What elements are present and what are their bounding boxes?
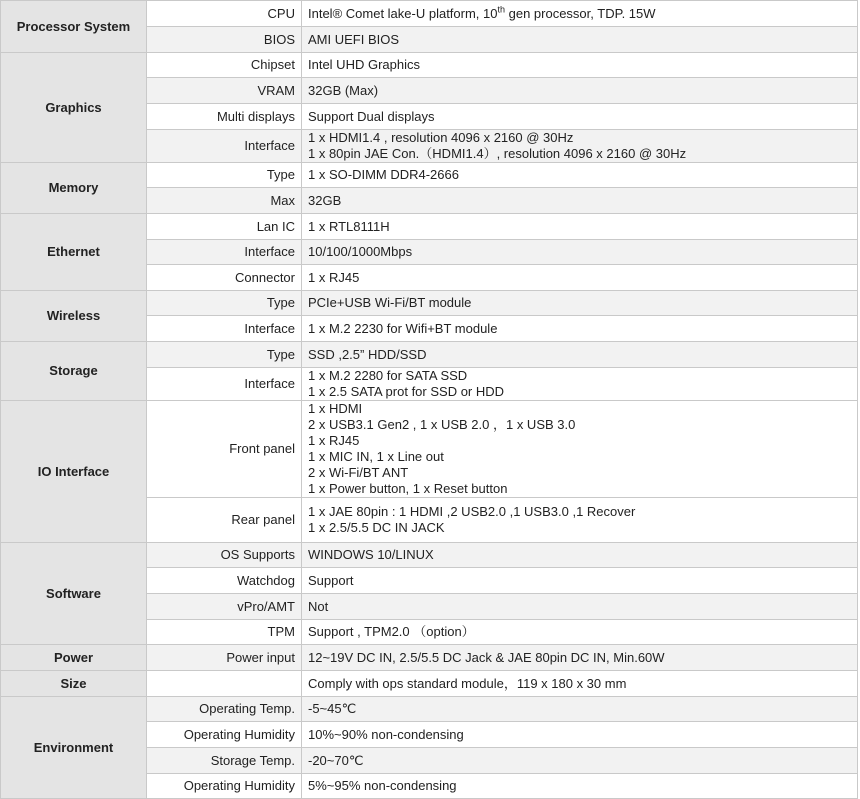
spec-label: BIOS bbox=[147, 27, 302, 53]
category-memory: Memory bbox=[1, 163, 147, 214]
spec-value: Support Dual displays bbox=[302, 104, 858, 130]
spec-label: Max bbox=[147, 188, 302, 214]
category-storage: Storage bbox=[1, 342, 147, 401]
table-row bbox=[1, 645, 858, 671]
spec-label bbox=[147, 671, 302, 697]
spec-value: Not bbox=[302, 594, 858, 620]
table-row bbox=[1, 342, 858, 368]
category-software: Software bbox=[1, 543, 147, 645]
table-row bbox=[1, 163, 858, 188]
spec-label: VRAM bbox=[147, 78, 302, 104]
value-line: 1 x 2.5/5.5 DC IN JACK bbox=[308, 520, 445, 535]
spec-value bbox=[302, 1, 858, 27]
spec-value: Support , TPM2.0 （option） bbox=[302, 620, 858, 645]
spec-value: SSD ,2.5” HDD/SSD bbox=[302, 342, 858, 368]
table-row bbox=[1, 543, 858, 568]
spec-value bbox=[302, 130, 858, 163]
spec-label: Storage Temp. bbox=[147, 748, 302, 774]
spec-label: Connector bbox=[147, 265, 302, 291]
spec-value: Support bbox=[302, 568, 858, 594]
spec-value bbox=[302, 498, 858, 543]
spec-value bbox=[302, 368, 858, 401]
table-row bbox=[1, 291, 858, 316]
cpu-value-sup: th bbox=[497, 4, 505, 15]
spec-value: 32GB bbox=[302, 188, 858, 214]
table-row bbox=[1, 401, 858, 498]
spec-label: Interface bbox=[147, 316, 302, 342]
spec-label: Chipset bbox=[147, 53, 302, 78]
spec-label: Lan IC bbox=[147, 214, 302, 240]
category-power: Power bbox=[1, 645, 147, 671]
category-environment: Environment bbox=[1, 697, 147, 799]
spec-label: Interface bbox=[147, 240, 302, 265]
category-ethernet: Ethernet bbox=[1, 214, 147, 291]
spec-label: CPU bbox=[147, 1, 302, 27]
spec-label: Type bbox=[147, 163, 302, 188]
spec-value: PCIe+USB Wi-Fi/BT module bbox=[302, 291, 858, 316]
category-wireless: Wireless bbox=[1, 291, 147, 342]
spec-label: OS Supports bbox=[147, 543, 302, 568]
spec-value: 1 x RJ45 bbox=[302, 265, 858, 291]
spec-label: Type bbox=[147, 342, 302, 368]
spec-value: 1 x SO-DIMM DDR4-2666 bbox=[302, 163, 858, 188]
value-line: 1 x HDMI1.4 , resolution 4096 x 2160 @ 30Hz bbox=[308, 130, 574, 145]
category-graphics: Graphics bbox=[1, 53, 147, 163]
value-line: 1 x 2.5 SATA prot for SSD or HDD bbox=[308, 384, 505, 399]
value-line: 2 x USB3.1 Gen2 , 1 x USB 2.0 ，1 x USB 3.0 bbox=[308, 417, 576, 432]
category-size: Size bbox=[1, 671, 147, 697]
category-io-interface: IO Interface bbox=[1, 401, 147, 543]
spec-value: 12~19V DC IN, 2.5/5.5 DC Jack & JAE 80pin DC IN, Min.60W bbox=[302, 645, 858, 671]
table-row bbox=[1, 697, 858, 722]
spec-label: Rear panel bbox=[147, 498, 302, 543]
value-line: 1 x 80pin JAE Con.（HDMI1.4）, resolution 4096 x 2160 @ 30Hz bbox=[308, 146, 687, 161]
spec-label: Multi displays bbox=[147, 104, 302, 130]
spec-value: -5~45℃ bbox=[302, 697, 858, 722]
spec-value: Comply with ops standard module，119 x 180 x 30 mm bbox=[302, 671, 858, 697]
spec-value: 5%~95% non-condensing bbox=[302, 774, 858, 799]
spec-label: Operating Humidity bbox=[147, 774, 302, 799]
spec-value: 1 x M.2 2230 for Wifi+BT module bbox=[302, 316, 858, 342]
spec-label: Interface bbox=[147, 368, 302, 401]
value-line: 1 x Power button, 1 x Reset button bbox=[308, 481, 508, 496]
value-line: 1 x RJ45 bbox=[308, 433, 360, 448]
spec-value: 1 x RTL8111H bbox=[302, 214, 858, 240]
table-row bbox=[1, 671, 858, 697]
spec-value: 10%~90% non-condensing bbox=[302, 722, 858, 748]
value-line: 1 x M.2 2280 for SATA SSD bbox=[308, 368, 468, 383]
value-line: 2 x Wi-Fi/BT ANT bbox=[308, 465, 409, 480]
spec-value: WINDOWS 10/LINUX bbox=[302, 543, 858, 568]
value-line: 1 x JAE 80pin : 1 HDMI ,2 USB2.0 ,1 USB3.0 ,1 Recover bbox=[308, 504, 636, 519]
spec-value: Intel UHD Graphics bbox=[302, 53, 858, 78]
value-line: 1 x MIC IN, 1 x Line out bbox=[308, 449, 444, 464]
spec-label: vPro/AMT bbox=[147, 594, 302, 620]
spec-label: Operating Humidity bbox=[147, 722, 302, 748]
cpu-value-text: Intel® Comet lake-U platform, 10 bbox=[308, 5, 498, 21]
spec-label: Interface bbox=[147, 130, 302, 163]
value-line: 1 x HDMI bbox=[308, 401, 363, 416]
spec-label: Power input bbox=[147, 645, 302, 671]
spec-value: AMI UEFI BIOS bbox=[302, 27, 858, 53]
spec-label: Type bbox=[147, 291, 302, 316]
spec-value bbox=[302, 401, 858, 498]
spec-label: Operating Temp. bbox=[147, 697, 302, 722]
category-processor-system: Processor System bbox=[1, 1, 147, 53]
spec-label: Front panel bbox=[147, 401, 302, 498]
spec-value: 10/100/1000Mbps bbox=[302, 240, 858, 265]
table-row bbox=[1, 214, 858, 240]
spec-value: -20~70℃ bbox=[302, 748, 858, 774]
spec-value: 32GB (Max) bbox=[302, 78, 858, 104]
cpu-value-rest: gen processor, TDP. 15W bbox=[505, 5, 656, 21]
spec-label: TPM bbox=[147, 620, 302, 645]
spec-label: Watchdog bbox=[147, 568, 302, 594]
table-row bbox=[1, 53, 858, 78]
table-row bbox=[1, 1, 858, 27]
